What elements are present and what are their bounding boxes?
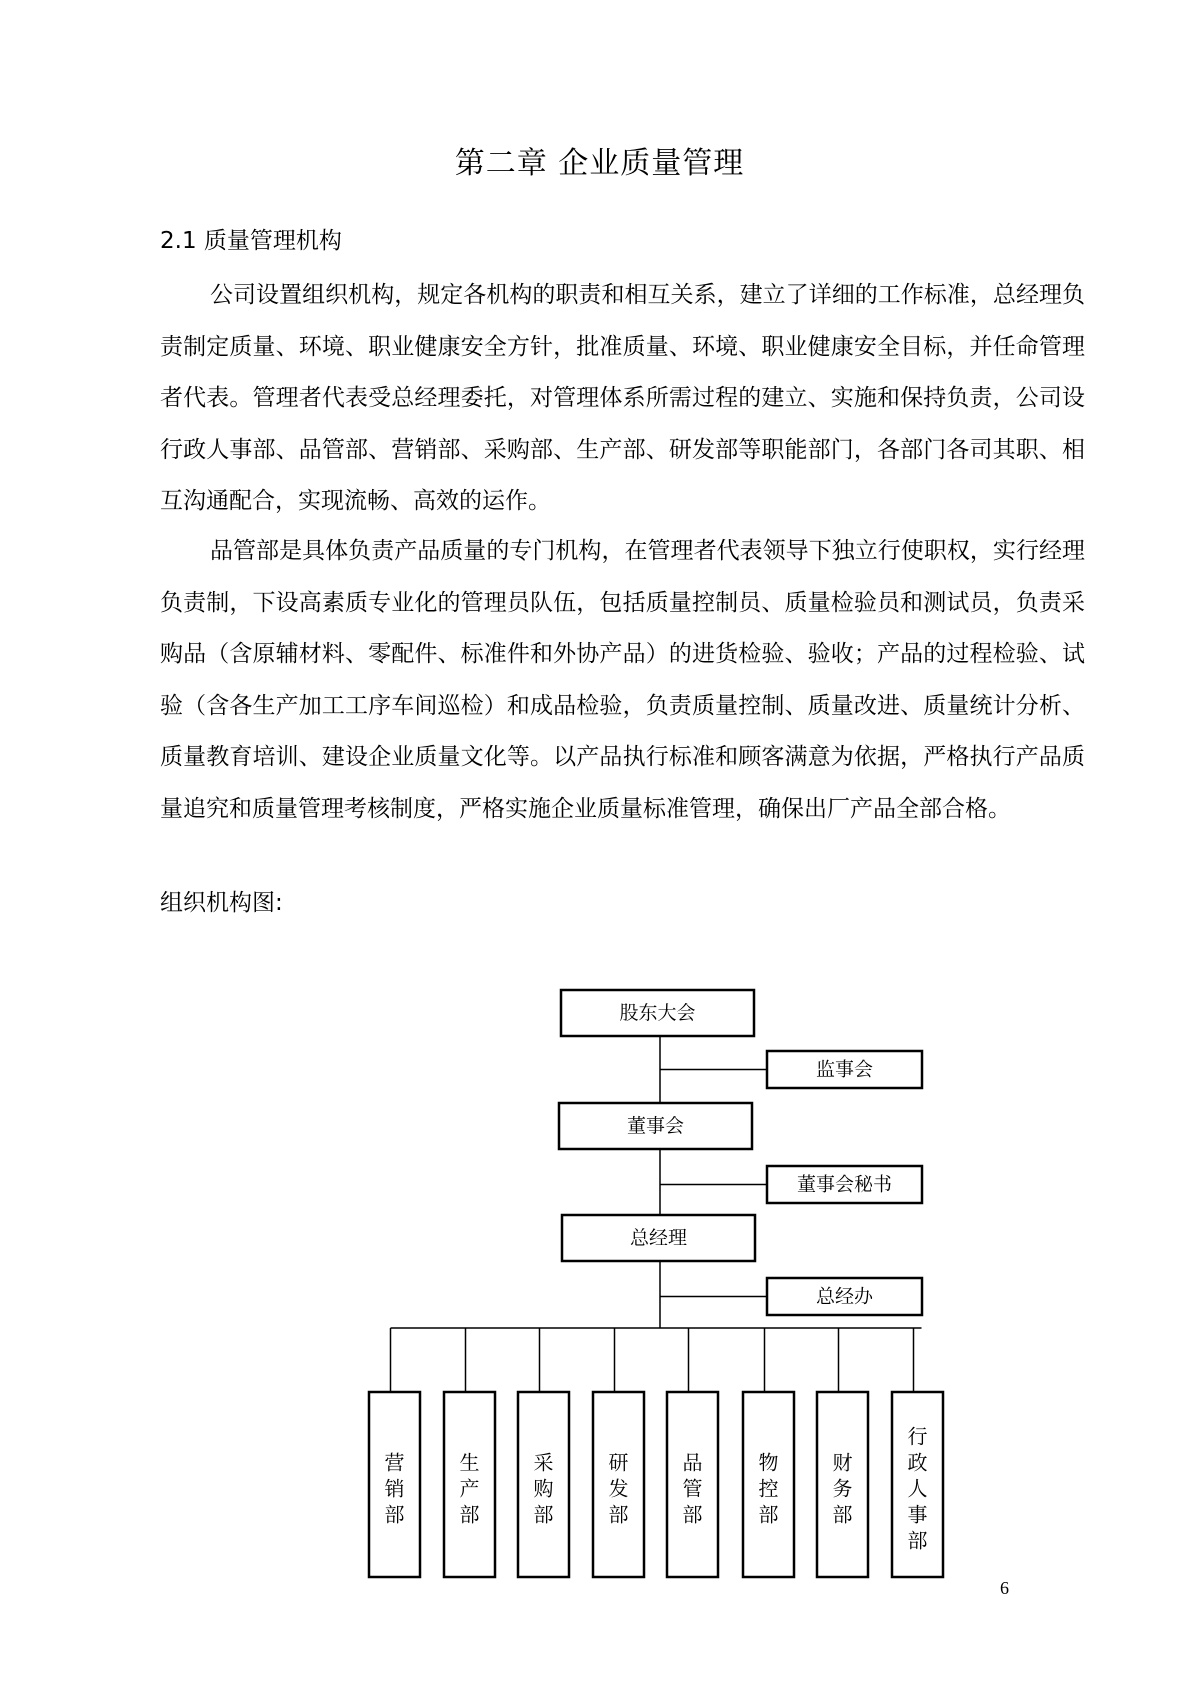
- org-box-label-1: 股东大会: [619, 1002, 696, 1024]
- org-department-label-8: 行政人事部: [907, 1424, 928, 1553]
- org-department-label-7: 财务部: [832, 1450, 853, 1527]
- paragraph-2: 品管部是具体负责产品质量的专门机构，在管理者代表领导下独立行使职权，实行经理负责制，下设高素质专业化的管理员队伍，包括质量控制员、质量检验员和测试员，负责采购品（含原辅材料、零配件、标准件和外协产品）的进货检验、验收；产品的过程检验、试验（含各生产加工工序车间巡检）和成品检验，负责质量控制、质量改进、质量统计分析、质量教育培训、建设企业质量文化等。以产品执行标准和顾客满意为依据，严格执行产品质量追究和质量管理考核制度，严格实施企业质量标准管理，确保出厂产品全部合格。: [160, 538, 1085, 822]
- org-department-label-1: 营销部: [384, 1450, 405, 1527]
- org-department-label-2: 生产部: [459, 1450, 480, 1527]
- paragraph-1: 公司设置组织机构，规定各机构的职责和相互关系，建立了详细的工作标准，总经理负责制定质量、环境、职业健康安全方针，批准质量、环境、职业健康安全目标，并任命管理者代表。管理者代表受总经理委托，对管理体系所需过程的建立、实施和保持负责，公司设行政人事部、品管部、营销部、采购部、生产部、研发部等职能部门，各部门各司其职、相互沟通配合，实现流畅、高效的运作。: [160, 282, 1085, 514]
- org-side-label-1: 监事会: [815, 1058, 874, 1081]
- org-side-label-2: 董事会秘书: [796, 1173, 893, 1196]
- org-side-label-3: 总经办: [815, 1285, 874, 1308]
- org-department-label-5: 品管部: [682, 1450, 703, 1527]
- org-chart-label: 组织机构图:: [160, 890, 283, 916]
- org-box-label-2: 董事会: [626, 1115, 685, 1137]
- section-heading: 2.1 质量管理机构: [160, 228, 342, 254]
- page-number: 6: [1000, 1578, 1009, 1598]
- org-box-label-3: 总经理: [629, 1227, 688, 1249]
- org-department-label-3: 采购部: [533, 1450, 554, 1527]
- chapter-title: 第二章 企业质量管理: [454, 146, 745, 181]
- org-department-label-6: 物控部: [758, 1450, 779, 1527]
- org-department-label-4: 研发部: [608, 1450, 629, 1527]
